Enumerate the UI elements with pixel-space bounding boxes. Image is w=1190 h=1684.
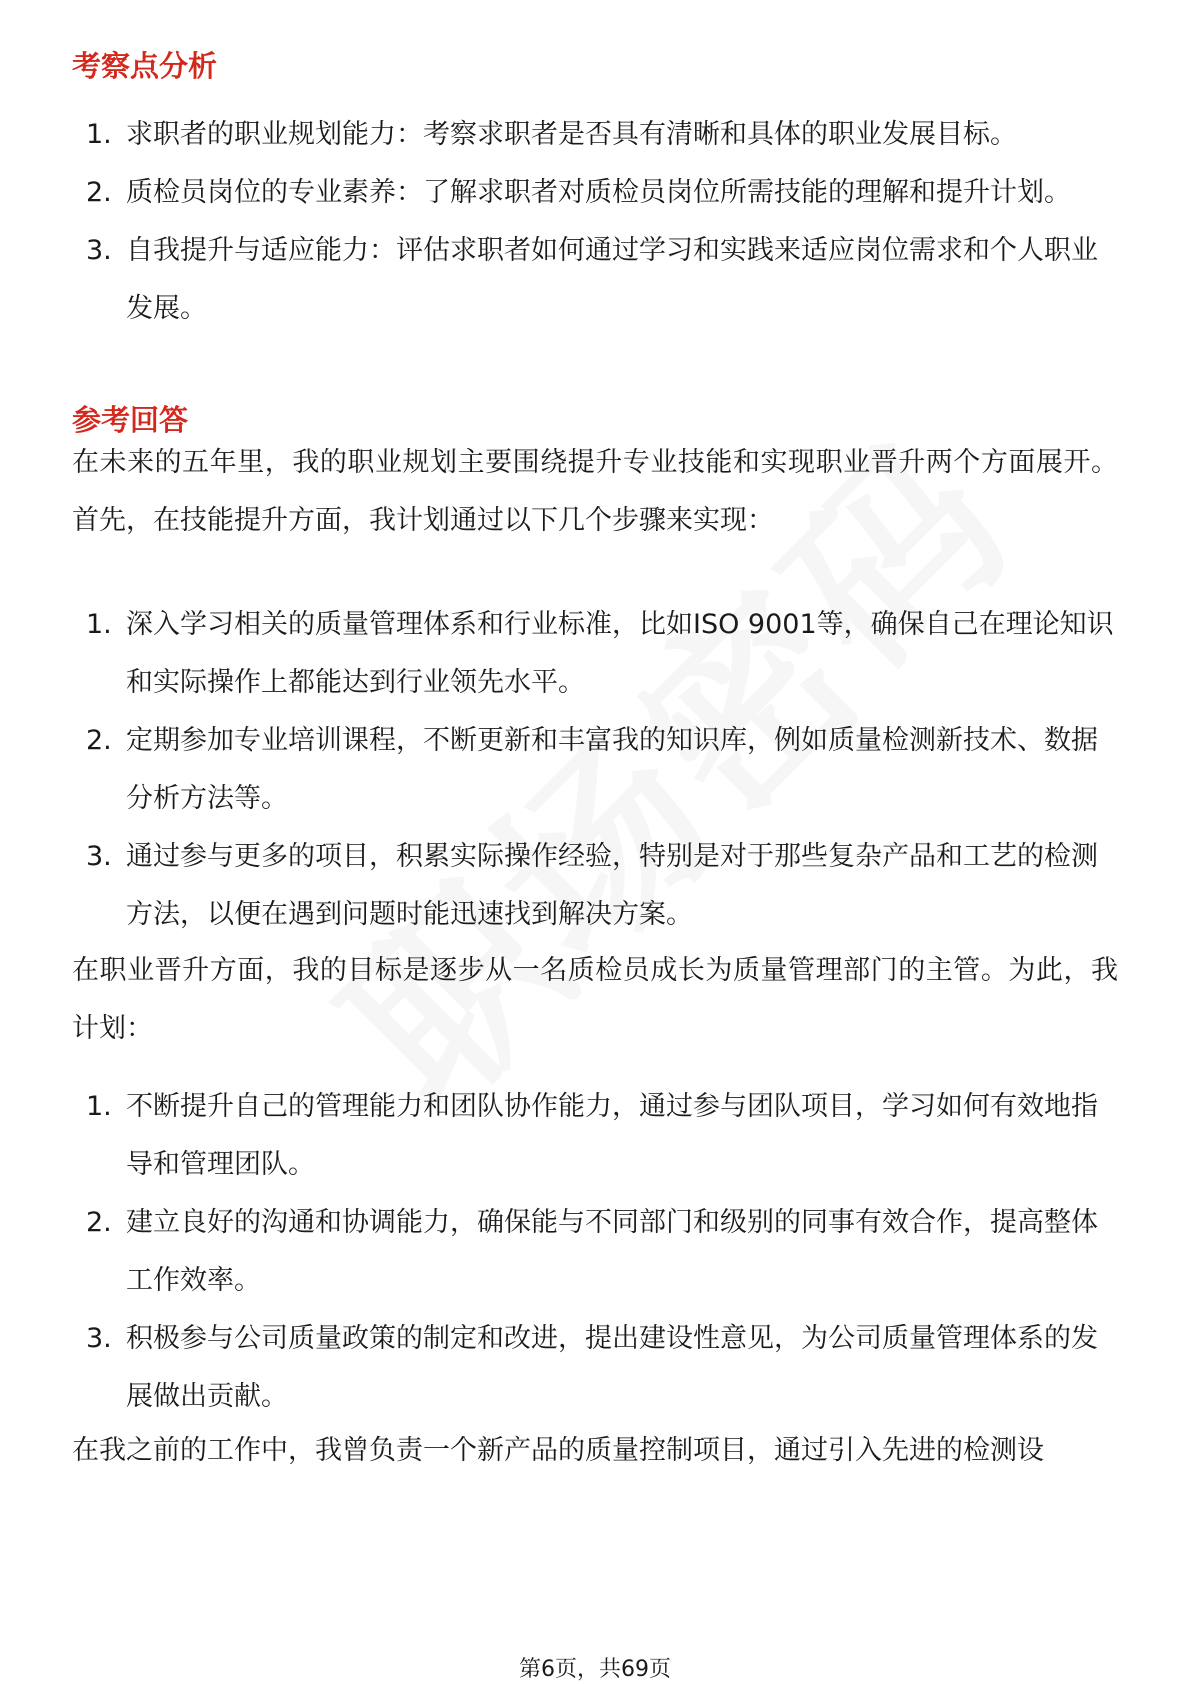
- analysis-heading: 考察点分析: [72, 49, 218, 83]
- list-number: 3.: [86, 235, 112, 266]
- list-text: 求职者的职业规划能力：考察求职者是否具有清晰和具体的职业发展目标。: [126, 119, 1017, 150]
- list-text: 不断提升自己的管理能力和团队协作能力，通过参与团队项目，学习如何有效地指导和管理团队。: [126, 1091, 1098, 1180]
- list-number: 1.: [86, 1091, 112, 1122]
- promotion-list: [72, 1078, 1118, 1426]
- page-number: 第6页，共69页: [519, 1657, 671, 1682]
- list-item: [72, 596, 1118, 712]
- analysis-list: [72, 106, 1118, 338]
- list-number: 2.: [86, 177, 112, 208]
- list-number: 1.: [86, 609, 112, 640]
- list-text: 通过参与更多的项目，积累实际操作经验，特别是对于那些复杂产品和工艺的检测方法，以便在遇到问题时能迅速找到解决方案。: [126, 841, 1098, 930]
- list-text: 质检员岗位的专业素养：了解求职者对质检员岗位所需技能的理解和提升计划。: [126, 177, 1071, 208]
- list-item: [72, 828, 1118, 944]
- list-item: [72, 1310, 1118, 1426]
- list-item: [72, 1194, 1118, 1310]
- list-text: 建立良好的沟通和协调能力，确保能与不同部门和级别的同事有效合作，提高整体工作效率。: [126, 1207, 1098, 1296]
- list-number: 3.: [86, 841, 112, 872]
- answer-heading: 参考回答: [72, 403, 189, 437]
- list-text: 定期参加专业培训课程，不断更新和丰富我的知识库，例如质量检测新技术、数据分析方法等。: [126, 725, 1098, 814]
- list-item: [72, 222, 1118, 338]
- closing-paragraph: 在我之前的工作中，我曾负责一个新产品的质量控制项目，通过引入先进的检测设: [72, 1435, 1044, 1466]
- list-item: [72, 712, 1118, 828]
- list-number: 2.: [86, 1207, 112, 1238]
- list-item: [72, 1078, 1118, 1194]
- promotion-intro: 在职业晋升方面，我的目标是逐步从一名质检员成长为质量管理部门的主管。为此，我计划：: [72, 955, 1118, 1044]
- list-item: [72, 164, 1118, 222]
- list-number: 3.: [86, 1323, 112, 1354]
- list-text: 积极参与公司质量政策的制定和改进，提出建设性意见，为公司质量管理体系的发展做出贡献。: [126, 1323, 1098, 1412]
- skills-list: [72, 596, 1118, 944]
- list-text: 深入学习相关的质量管理体系和行业标准，比如ISO 9001等，确保自己在理论知识和实际操作上都能达到行业领先水平。: [126, 609, 1114, 698]
- answer-intro: 在未来的五年里，我的职业规划主要围绕提升专业技能和实现职业晋升两个方面展开。首先，在技能提升方面，我计划通过以下几个步骤来实现：: [72, 447, 1118, 536]
- list-item: [72, 106, 1118, 164]
- list-text: 自我提升与适应能力：评估求职者如何通过学习和实践来适应岗位需求和个人职业发展。: [126, 235, 1098, 324]
- list-number: 2.: [86, 725, 112, 756]
- list-number: 1.: [86, 119, 112, 150]
